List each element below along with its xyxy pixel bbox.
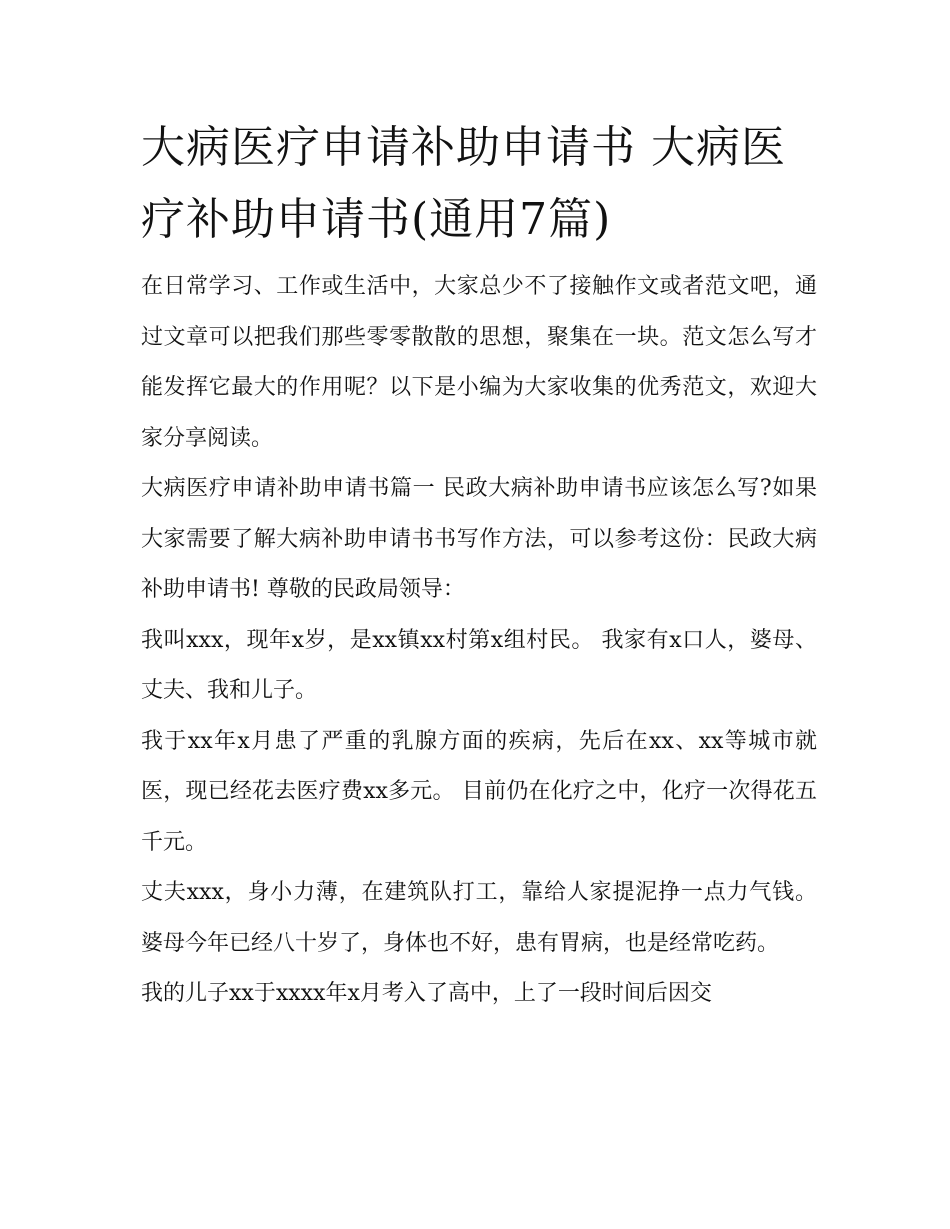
paragraph-family-info: 我叫xxx，现年x岁，是xx镇xx村第x组村民。 我家有x口人，婆母、丈夫、我和儿子。 [141, 627, 817, 703]
paragraph-husband: 丈夫xxx，身小力薄，在建筑队打工，靠给人家提泥挣一点力气钱。 婆母今年已经八十岁了，身体也不好，患有胃病，也是经常吃药。 [141, 880, 817, 956]
document-title: 大病医疗申请补助申请书 大病医疗补助申请书(通用7篇) [141, 122, 786, 245]
paragraph-illness: 我于xx年x月患了严重的乳腺方面的疾病，先后在xx、xx等城市就医，现已经花去医疗费xx多元。 目前仍在化疗之中，化疗一次得花五千元。 [141, 728, 817, 855]
document-body [141, 112, 817, 1020]
paragraph-son: 我的儿子xx于xxxx年x月考入了高中，上了一段时间后因交 [141, 981, 712, 1006]
paragraph-section-one: 大病医疗申请补助申请书篇一 民政大病补助申请书应该怎么写?如果大家需要了解大病补助申请书书写作方法，可以参考这份：民政大病补助申请书! 尊敬的民政局领导： [141, 476, 817, 602]
paragraph-intro: 在日常学习、工作或生活中，大家总少不了接触作文或者范文吧，通过文章可以把我们那些零零散散的思想，聚集在一块。范文怎么写才能发挥它最大的作用呢？以下是小编为大家收集的优秀范文，欢迎大家分享阅读。 [141, 274, 817, 451]
